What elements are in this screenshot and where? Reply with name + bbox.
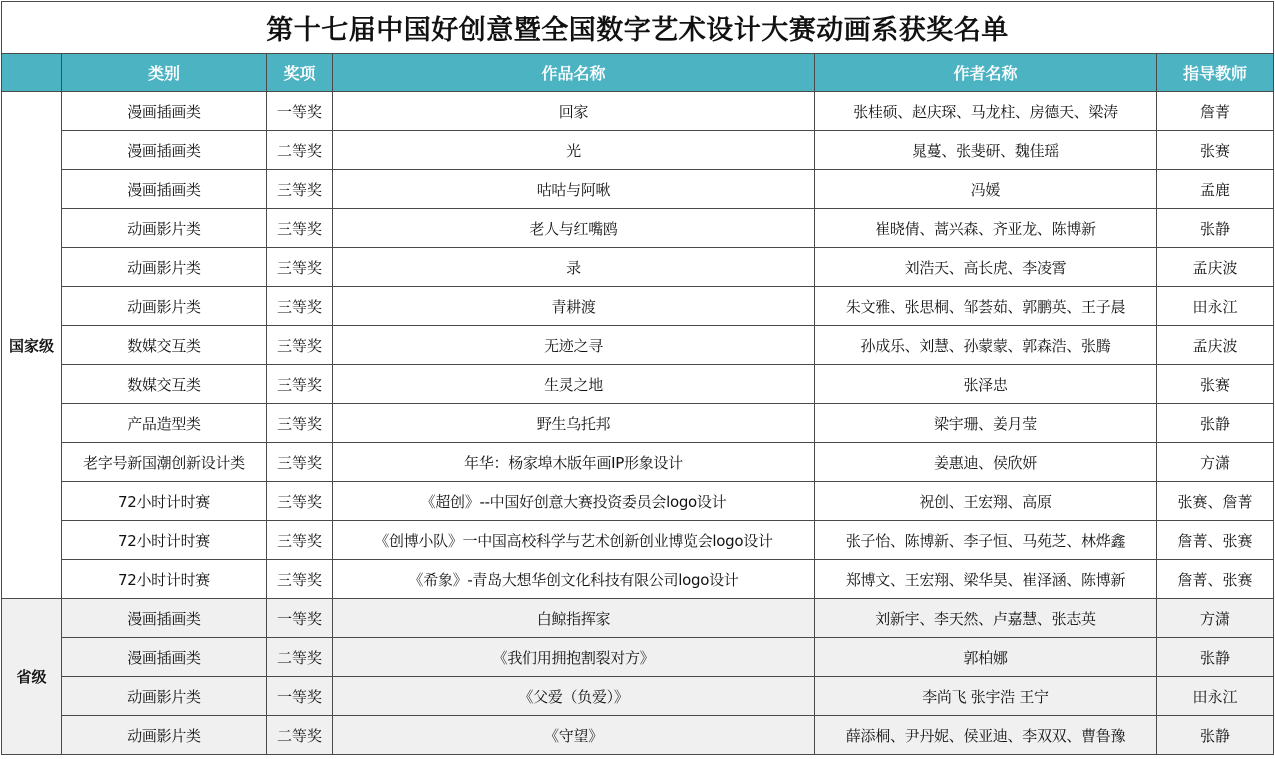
table-row xyxy=(2,92,1274,131)
category-cell: 漫画插画类 xyxy=(62,92,267,131)
award-cell: 三等奖 xyxy=(267,170,333,209)
work-cell: 白鲸指挥家 xyxy=(333,599,815,638)
advisor-cell: 张静 xyxy=(1157,716,1274,755)
work-cell: 《希象》-青岛大想华创文化科技有限公司logo设计 xyxy=(333,560,815,599)
work-cell: 年华：杨家埠木版年画IP形象设计 xyxy=(333,443,815,482)
table-row xyxy=(2,131,1274,170)
advisor-cell: 张赛 xyxy=(1157,365,1274,404)
author-cell: 冯媛 xyxy=(815,170,1157,209)
award-cell: 三等奖 xyxy=(267,560,333,599)
category-cell: 动画影片类 xyxy=(62,209,267,248)
provincial-group xyxy=(2,599,1274,755)
advisor-cell: 田永江 xyxy=(1157,287,1274,326)
award-cell: 一等奖 xyxy=(267,92,333,131)
award-cell: 三等奖 xyxy=(267,209,333,248)
table-row xyxy=(2,521,1274,560)
work-cell: 《创博小队》一中国高校科学与艺术创新创业博览会logo设计 xyxy=(333,521,815,560)
advisor-cell: 詹菁、张赛 xyxy=(1157,560,1274,599)
header-category: 类别 xyxy=(62,54,267,92)
author-cell: 晁蔓、张斐研、魏佳瑶 xyxy=(815,131,1157,170)
author-cell: 张子怡、陈博新、李子恒、马苑芝、林烨鑫 xyxy=(815,521,1157,560)
table-row xyxy=(2,365,1274,404)
author-cell: 刘新宇、李天然、卢嘉慧、张志英 xyxy=(815,599,1157,638)
award-cell: 一等奖 xyxy=(267,599,333,638)
header-award: 奖项 xyxy=(267,54,333,92)
work-cell: 《守望》 xyxy=(333,716,815,755)
header-author: 作者名称 xyxy=(815,54,1157,92)
work-cell: 青耕渡 xyxy=(333,287,815,326)
header-work: 作品名称 xyxy=(333,54,815,92)
table-row xyxy=(2,677,1274,716)
category-cell: 漫画插画类 xyxy=(62,638,267,677)
table-row xyxy=(2,482,1274,521)
category-cell: 数媒交互类 xyxy=(62,326,267,365)
advisor-cell: 张静 xyxy=(1157,404,1274,443)
table-row xyxy=(2,716,1274,755)
work-cell: 老人与红嘴鸥 xyxy=(333,209,815,248)
category-cell: 漫画插画类 xyxy=(62,131,267,170)
category-cell: 动画影片类 xyxy=(62,716,267,755)
advisor-cell: 方潇 xyxy=(1157,599,1274,638)
page-title: 第十七届中国好创意暨全国数字艺术设计大赛动画系获奖名单 xyxy=(2,2,1274,54)
category-cell: 72小时计时赛 xyxy=(62,482,267,521)
table-row xyxy=(2,443,1274,482)
table-row xyxy=(2,404,1274,443)
work-cell: 录 xyxy=(333,248,815,287)
work-cell: 回家 xyxy=(333,92,815,131)
table-row xyxy=(2,638,1274,677)
category-cell: 72小时计时赛 xyxy=(62,521,267,560)
award-cell: 三等奖 xyxy=(267,404,333,443)
table-row xyxy=(2,326,1274,365)
author-cell: 姜惠迪、侯欣妍 xyxy=(815,443,1157,482)
category-cell: 产品造型类 xyxy=(62,404,267,443)
author-cell: 梁宇珊、姜月莹 xyxy=(815,404,1157,443)
advisor-cell: 田永江 xyxy=(1157,677,1274,716)
header-advisor: 指导教师 xyxy=(1157,54,1274,92)
award-table xyxy=(1,1,1274,755)
work-cell: 生灵之地 xyxy=(333,365,815,404)
category-cell: 动画影片类 xyxy=(62,248,267,287)
award-cell: 三等奖 xyxy=(267,521,333,560)
advisor-cell: 孟鹿 xyxy=(1157,170,1274,209)
header-level xyxy=(2,54,62,92)
category-cell: 72小时计时赛 xyxy=(62,560,267,599)
category-cell: 动画影片类 xyxy=(62,287,267,326)
level-cell: 省级 xyxy=(2,599,62,755)
author-cell: 李尚飞 张宇浩 王宁 xyxy=(815,677,1157,716)
author-cell: 郑博文、王宏翔、梁华昊、崔泽涵、陈博新 xyxy=(815,560,1157,599)
work-cell: 无迹之寻 xyxy=(333,326,815,365)
category-cell: 动画影片类 xyxy=(62,677,267,716)
author-cell: 祝创、王宏翔、高原 xyxy=(815,482,1157,521)
work-cell: 野生乌托邦 xyxy=(333,404,815,443)
level-cell: 国家级 xyxy=(2,92,62,599)
author-cell: 薛添桐、尹丹妮、侯亚迪、李双双、曹鲁豫 xyxy=(815,716,1157,755)
category-cell: 老字号新国潮创新设计类 xyxy=(62,443,267,482)
advisor-cell: 张静 xyxy=(1157,209,1274,248)
award-cell: 二等奖 xyxy=(267,716,333,755)
national-group xyxy=(2,92,1274,599)
author-cell: 朱文雅、张思桐、邹荟茹、郭鹏英、王子晨 xyxy=(815,287,1157,326)
author-cell: 孙成乐、刘慧、孙蒙蒙、郭森浩、张腾 xyxy=(815,326,1157,365)
category-cell: 数媒交互类 xyxy=(62,365,267,404)
author-cell: 张桂硕、赵庆琛、马龙柱、房德天、梁涛 xyxy=(815,92,1157,131)
award-cell: 三等奖 xyxy=(267,365,333,404)
advisor-cell: 张赛、詹菁 xyxy=(1157,482,1274,521)
work-cell: 《父爱（负爱）》 xyxy=(333,677,815,716)
advisor-cell: 张静 xyxy=(1157,638,1274,677)
category-cell: 漫画插画类 xyxy=(62,170,267,209)
table-row xyxy=(2,560,1274,599)
table-row xyxy=(2,209,1274,248)
author-cell: 郭柏娜 xyxy=(815,638,1157,677)
author-cell: 崔晓倩、蒿兴森、齐亚龙、陈博新 xyxy=(815,209,1157,248)
table-row xyxy=(2,170,1274,209)
award-cell: 三等奖 xyxy=(267,248,333,287)
advisor-cell: 方潇 xyxy=(1157,443,1274,482)
advisor-cell: 张赛 xyxy=(1157,131,1274,170)
header-row xyxy=(2,54,1274,92)
advisor-cell: 孟庆波 xyxy=(1157,326,1274,365)
author-cell: 张泽忠 xyxy=(815,365,1157,404)
award-cell: 二等奖 xyxy=(267,638,333,677)
award-cell: 三等奖 xyxy=(267,443,333,482)
advisor-cell: 詹菁 xyxy=(1157,92,1274,131)
table-row xyxy=(2,248,1274,287)
award-cell: 三等奖 xyxy=(267,482,333,521)
award-cell: 三等奖 xyxy=(267,287,333,326)
author-cell: 刘浩天、高长虎、李凌霄 xyxy=(815,248,1157,287)
award-cell: 二等奖 xyxy=(267,131,333,170)
award-cell: 一等奖 xyxy=(267,677,333,716)
work-cell: 《我们用拥抱割裂对方》 xyxy=(333,638,815,677)
advisor-cell: 孟庆波 xyxy=(1157,248,1274,287)
work-cell: 《超创》--中国好创意大赛投资委员会logo设计 xyxy=(333,482,815,521)
award-cell: 三等奖 xyxy=(267,326,333,365)
advisor-cell: 詹菁、张赛 xyxy=(1157,521,1274,560)
work-cell: 咕咕与阿啾 xyxy=(333,170,815,209)
work-cell: 光 xyxy=(333,131,815,170)
category-cell: 漫画插画类 xyxy=(62,599,267,638)
table-row xyxy=(2,599,1274,638)
table-row xyxy=(2,287,1274,326)
